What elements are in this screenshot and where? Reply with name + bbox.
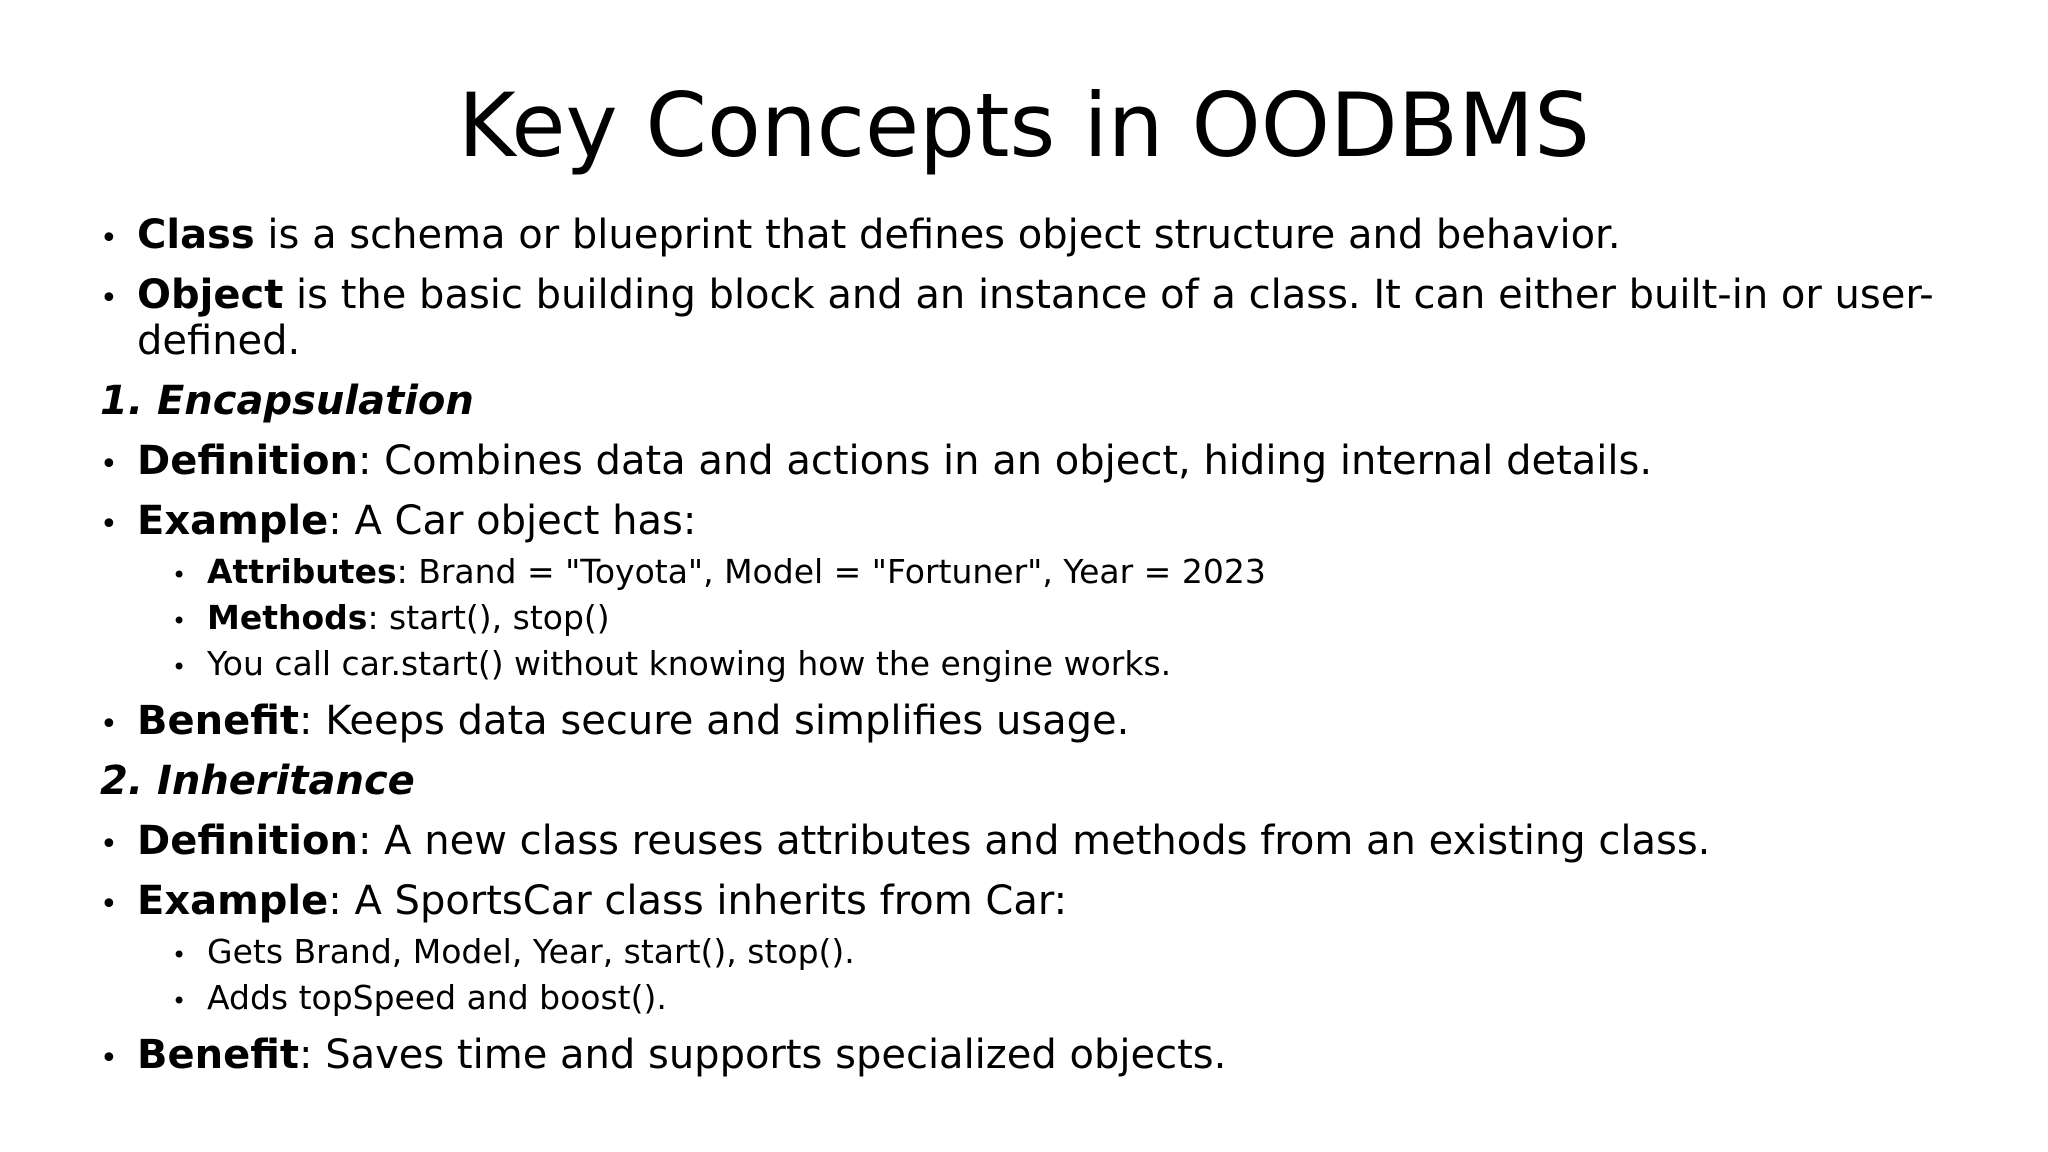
text-adds: Adds topSpeed and boost(). (207, 978, 667, 1017)
sub-bullet-gets (100, 932, 1940, 972)
text-definition: : A new class reuses attributes and methods from an existing class. (357, 818, 1711, 864)
text-benefit: : Saves time and supports specialized objects. (299, 1032, 1227, 1078)
bullet-object (100, 272, 1940, 364)
bullet-icon (172, 598, 186, 641)
text-example: : A SportsCar class inherits from Car: (328, 878, 1068, 924)
sub-bullet-attributes (100, 552, 1940, 592)
term-example: Example (137, 498, 329, 544)
bullet-icon (100, 272, 118, 322)
text-benefit: : Keeps data secure and simplifies usage. (299, 698, 1130, 744)
slide-title: Key Concepts in OODBMS (458, 74, 1590, 177)
term-definition: Definition (137, 818, 358, 864)
heading-inheritance: 2. Inheritance (100, 758, 415, 804)
slide-body (100, 212, 1940, 1092)
bullet-icon (100, 498, 118, 548)
bullet-icon (100, 818, 118, 868)
sub-bullet-methods (100, 598, 1940, 638)
term-benefit: Benefit (137, 698, 299, 744)
bullet-icon (172, 932, 186, 975)
bullet-icon (100, 878, 118, 928)
term-attributes: Attributes (207, 552, 397, 591)
heading-encapsulation: 1. Encapsulation (100, 378, 474, 424)
encapsulation-sub-list (100, 552, 1940, 684)
bullet-icon (172, 552, 186, 595)
bullet-inheritance-benefit (100, 1032, 1940, 1078)
term-methods: Methods (207, 598, 368, 637)
text-object: is the basic building block and an instance of a class. It can either built-in or user-defined. (137, 272, 1934, 364)
text-example: : A Car object has: (328, 498, 697, 544)
bullet-inheritance-example (100, 878, 1940, 924)
term-benefit: Benefit (137, 1032, 299, 1078)
bullet-icon (100, 698, 118, 748)
bullet-icon (100, 1032, 118, 1082)
text-attributes: : Brand = "Toyota", Model = "Fortuner", Year = 2023 (396, 552, 1266, 591)
bullet-icon (172, 644, 186, 687)
term-class: Class (137, 212, 255, 258)
bullet-encapsulation-definition (100, 438, 1940, 484)
bullet-encapsulation-example (100, 498, 1940, 544)
term-definition: Definition (137, 438, 358, 484)
bullet-icon (172, 978, 186, 1021)
sub-bullet-car-start (100, 644, 1940, 684)
inheritance-sub-list (100, 932, 1940, 1018)
text-methods: : start(), stop() (367, 598, 610, 637)
text-car-start: You call car.start() without knowing how the engine works. (207, 644, 1172, 683)
bullet-inheritance-definition (100, 818, 1940, 864)
term-example: Example (137, 878, 329, 924)
text-definition: : Combines data and actions in an object, hiding internal details. (357, 438, 1653, 484)
bullet-encapsulation-benefit (100, 698, 1940, 744)
term-object: Object (137, 272, 284, 318)
bullet-icon (100, 438, 118, 488)
text-class: is a schema or blueprint that defines object structure and behavior. (254, 212, 1621, 258)
bullet-icon (100, 212, 118, 262)
text-gets: Gets Brand, Model, Year, start(), stop(). (207, 932, 855, 971)
bullet-class (100, 212, 1940, 258)
sub-bullet-adds (100, 978, 1940, 1018)
